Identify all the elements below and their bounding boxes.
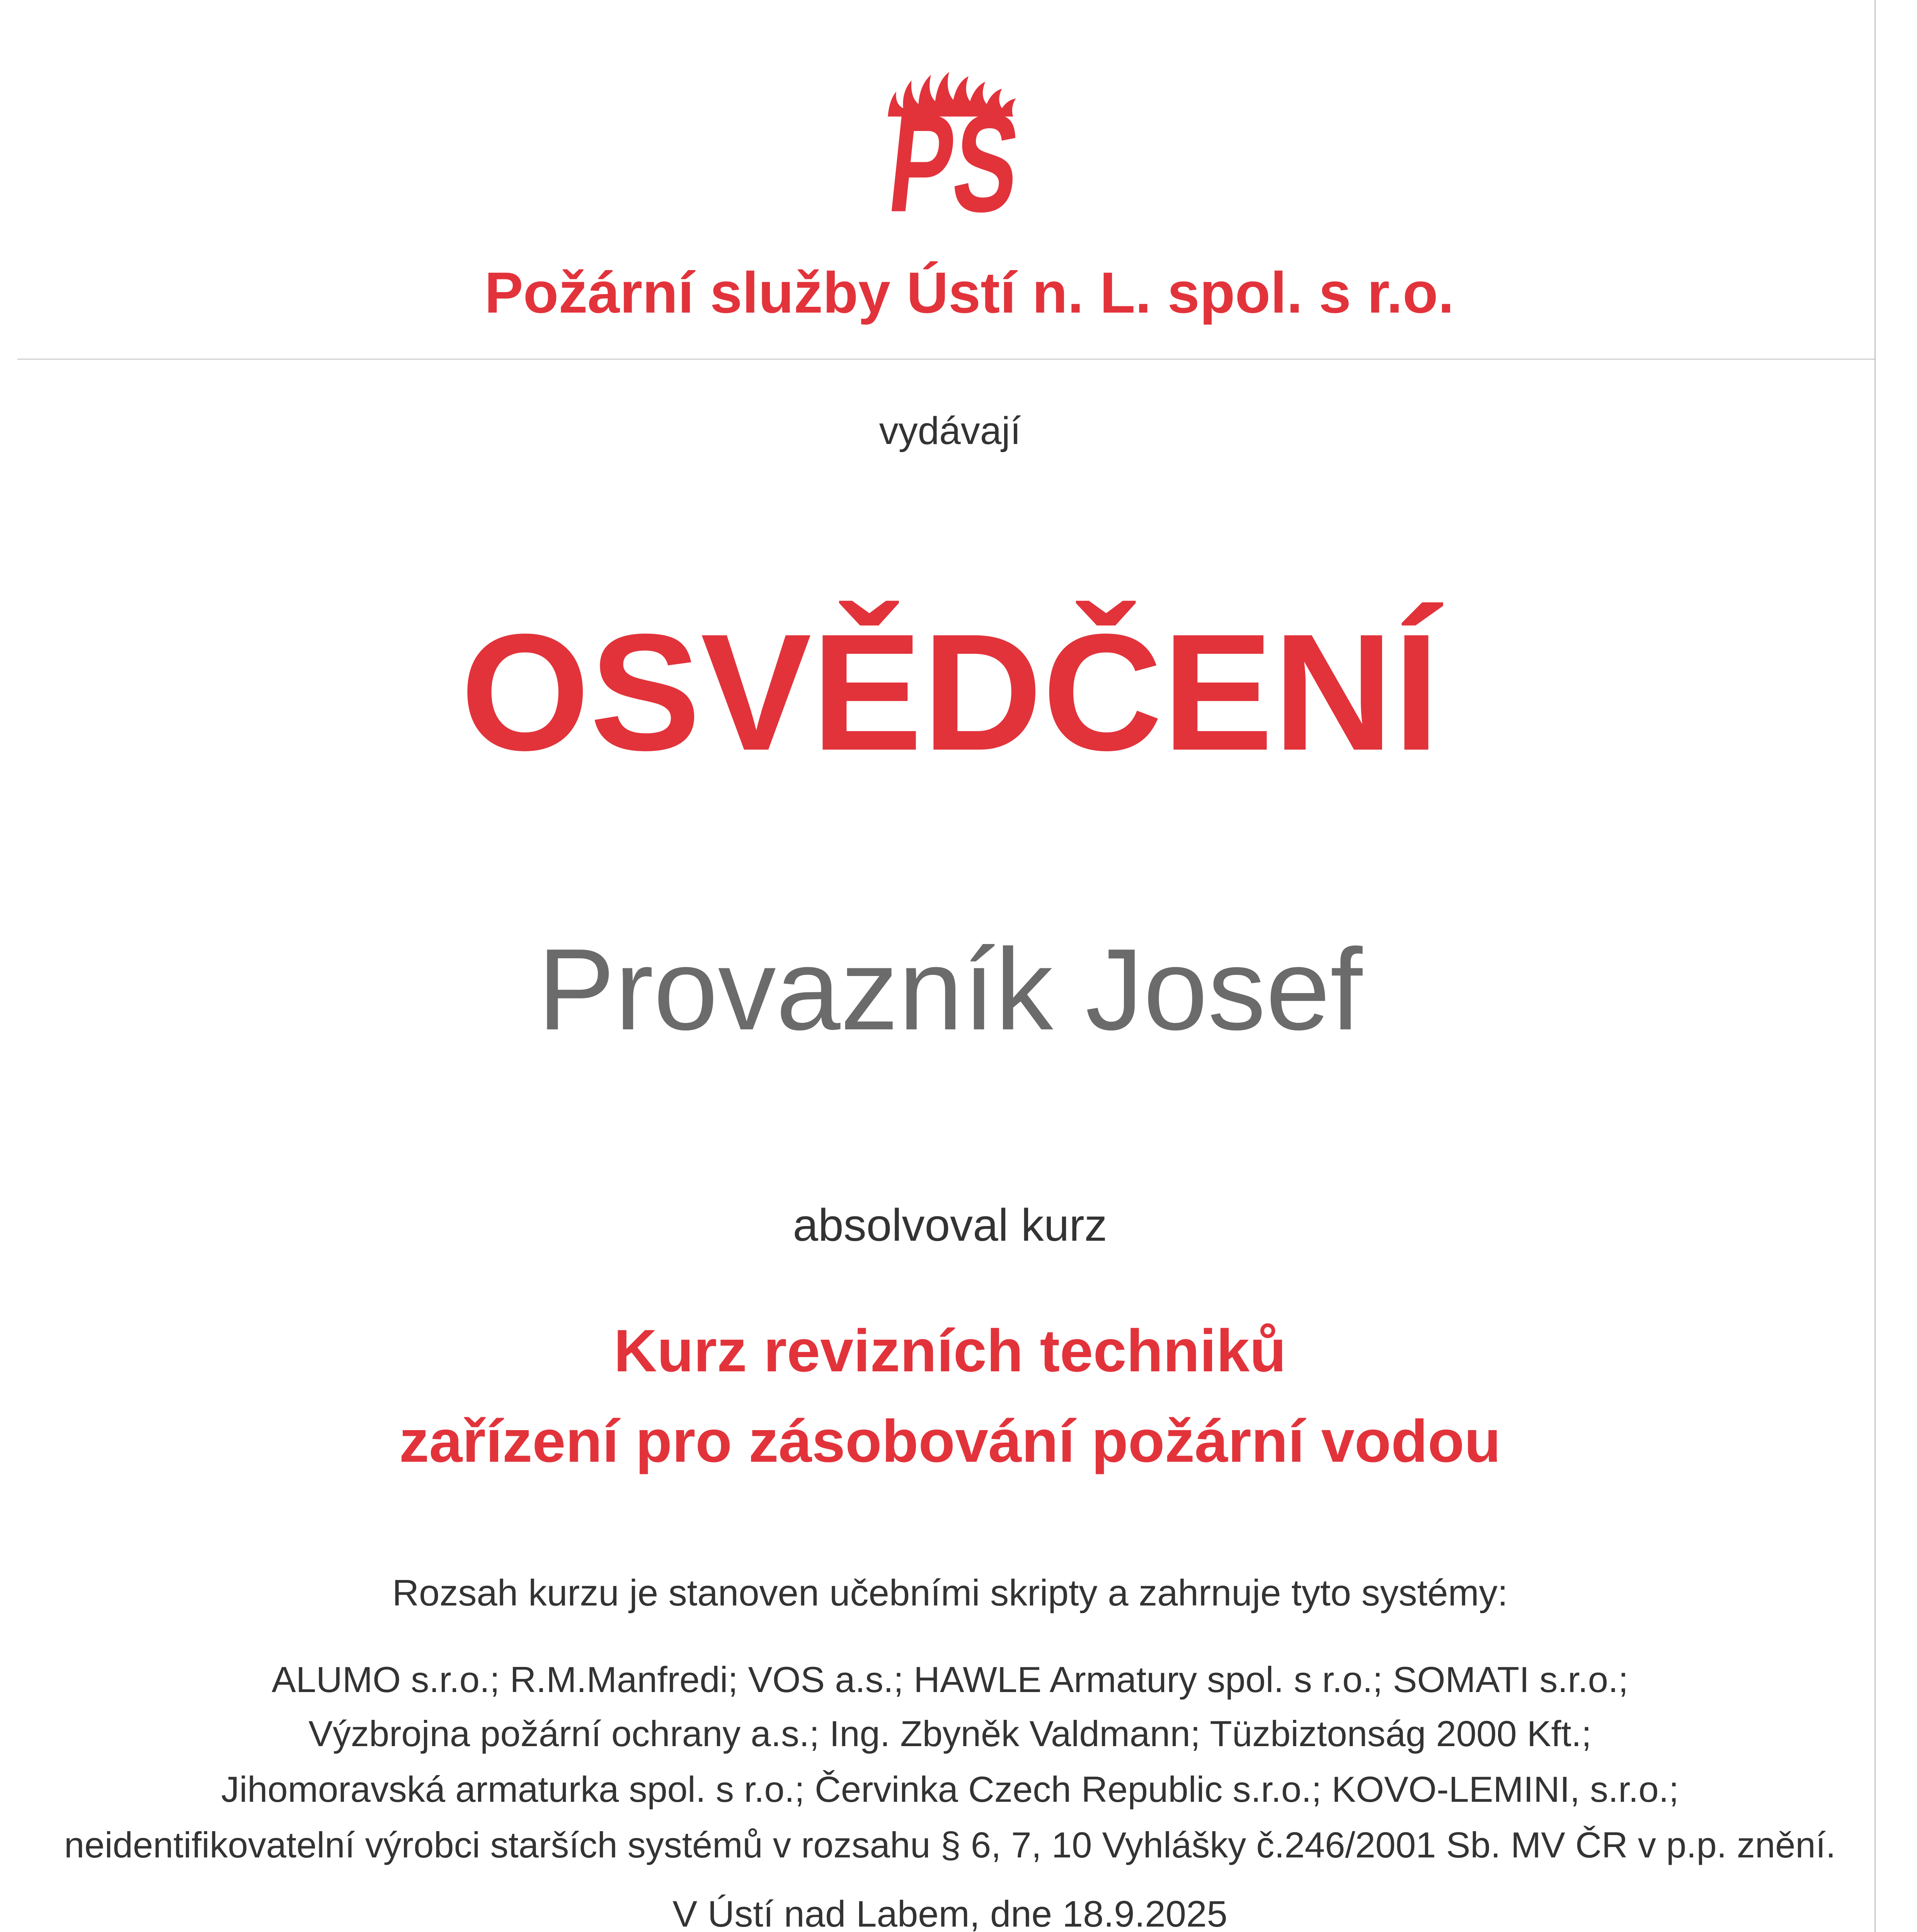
company-logo bbox=[882, 66, 1084, 241]
header-divider bbox=[17, 359, 1875, 360]
place-and-date: V Ústí nad Labem, dne 18.9.2025 bbox=[672, 1893, 1227, 1932]
completion-text: absolvoval kurz bbox=[793, 1200, 1107, 1251]
systems-line: neidentifikovatelní výrobci starších systémů v rozsahu § 6, 7, 10 Vyhlášky č.246/2001 Sb. MV ČR v p.p. znění. bbox=[64, 1825, 1836, 1865]
systems-line: Výzbrojna požární ochrany a.s.; Ing. Zbyněk Valdmann; Tüzbiztonság 2000 Kft.; bbox=[308, 1713, 1592, 1754]
issuer-name: Požární služby Ústí n. L. spol. s r.o. bbox=[484, 260, 1454, 325]
certificate-title: OSVĚDČENÍ bbox=[460, 600, 1440, 785]
scope-intro: Rozsah kurzu je stanoven učebními skripty a zahrnuje tyto systémy: bbox=[392, 1572, 1508, 1614]
logo-letters: PS bbox=[882, 85, 1084, 241]
recipient-name: Provazník Josef bbox=[537, 924, 1363, 1054]
issue-verb: vydávají bbox=[879, 409, 1021, 452]
systems-line: Jihomoravská armaturka spol. s r.o.; Červinka Czech Republic s.r.o.; KOVO-LEMINI, s.r.o.; bbox=[221, 1769, 1679, 1810]
course-title-line: Kurz revizních techniků bbox=[614, 1317, 1286, 1384]
course-title-line: zařízení pro zásobování požární vodou bbox=[399, 1408, 1501, 1475]
systems-line: ALUMO s.r.o.; R.M.Manfredi; VOS a.s.; HAWLE Armatury spol. s r.o.; SOMATI s.r.o.; bbox=[271, 1659, 1629, 1700]
